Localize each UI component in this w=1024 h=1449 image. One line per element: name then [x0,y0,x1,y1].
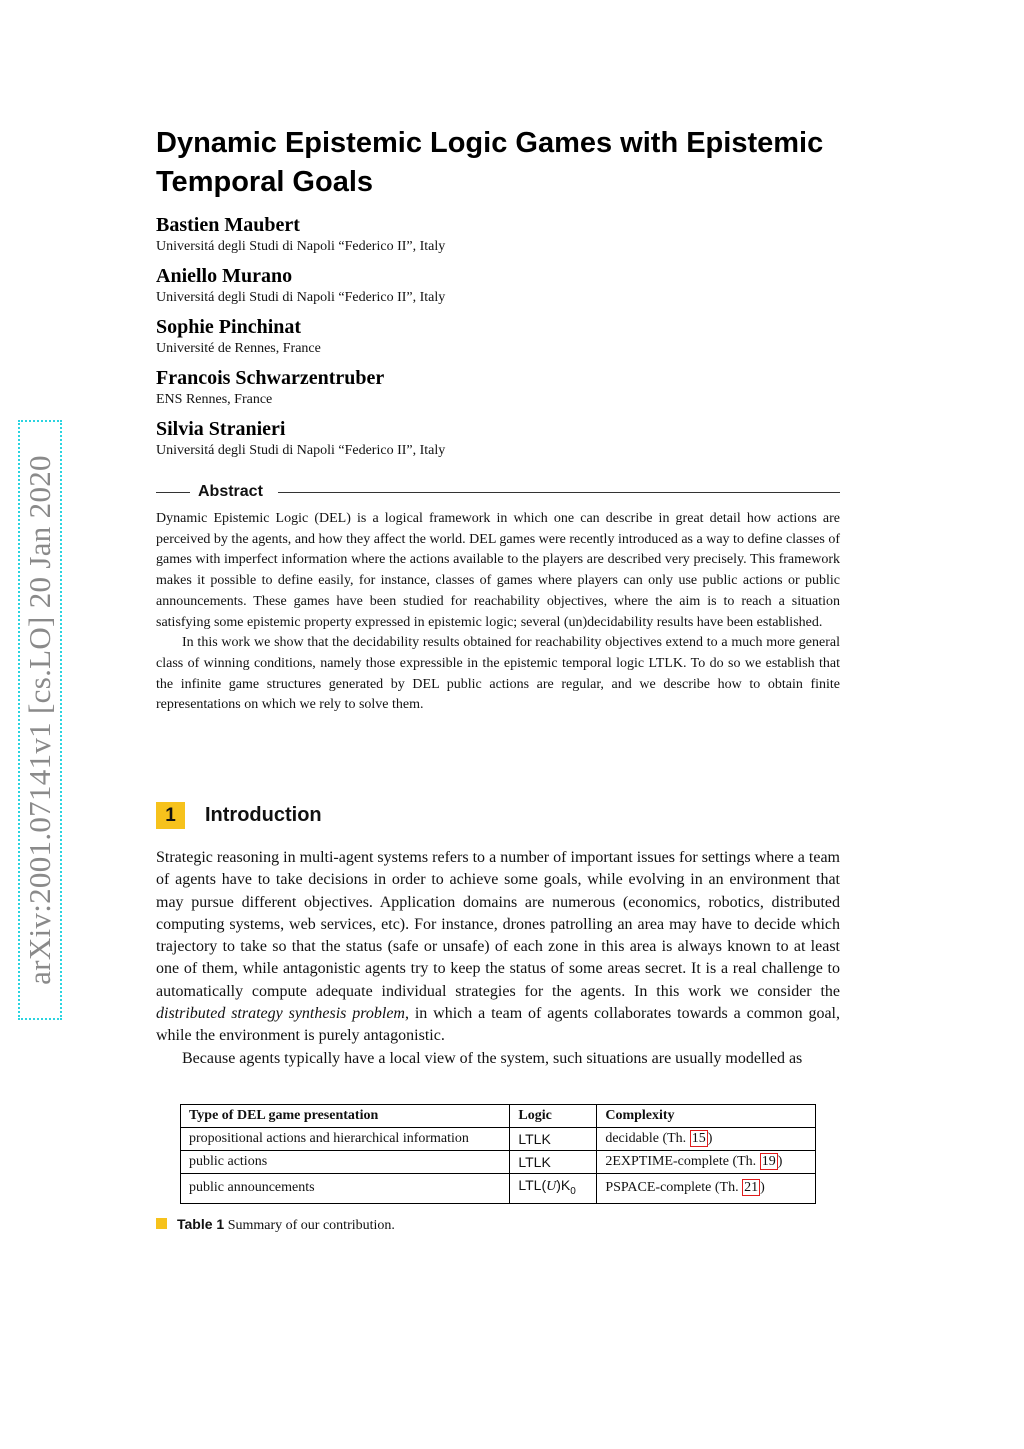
arxiv-stamp [18,420,62,1020]
author-affiliation: Universitá degli Studi di Napoli “Federico II”, Italy [156,290,446,305]
arxiv-identifier: arXiv:2001.07141v1 [cs.LO] 20 Jan 2020 [22,455,57,985]
table-row [181,1128,816,1151]
abstract-rule-left [156,492,190,493]
table-cell-complexity [597,1128,816,1151]
author-block [156,315,321,358]
abstract-paragraph: Dynamic Epistemic Logic (DEL) is a logical framework in which one can describe in great detail how actions are perceived by the agents, and how they affect the world. DEL games were recently introduced as a way to define classes of games with imperfect information where the actions available to the players are described very precisely. This framework makes it possible to define easily, for instance, classes of games where players can only use public actions or public announcements. These games have been studied for reachability objectives, where the aim is to reach a situation satisfying some epistemic property expressed in epistemic logic; several (un)decidability results have been established. [156,511,840,630]
table-cell-type: public announcements [181,1174,510,1204]
author-block [156,264,445,307]
emphasis-text: distributed strategy synthesis problem [156,1005,405,1023]
author-name: Sophie Pinchinat [156,316,302,338]
body-text: Strategic reasoning in multi-agent systems refers to a number of important issues for settings where a team of agents have to take decisions in order to achieve some goals, while evolving in an environment that may pursue different objectives. Application domains are numerous (economics, robotics, distributed computing systems, web services, etc). For instance, drones patrolling an area may have to decide which trajectory to take so that the status (safe or unsafe) of each zone in this area is always known to at least one of them, while antagonistic agents try to keep the status of some areas secret. It is a real challenge to automatically compute adequate individual strategies for the agents. In this work we consider the [156,849,840,1000]
table-header-cell: Type of DEL game presentation [181,1105,510,1128]
caption-label: Table 1 [177,1216,225,1232]
author-name: Francois Schwarzentruber [156,367,385,389]
author-affiliation: ENS Rennes, France [156,392,273,407]
body-text: , in which a team of agents collaborates towards a common goal, while the environment is purely antagonistic. [156,1005,841,1045]
table-cell-logic [510,1174,597,1204]
complexity-close: ) [777,1154,783,1169]
author-block [156,417,445,460]
abstract-label: Abstract [198,483,263,500]
logic-mid: )K [556,1177,571,1193]
author-name: Bastien Maubert [156,214,300,236]
author-name: Aniello Murano [156,265,293,287]
table-caption [156,1215,395,1235]
summary-table [180,1104,816,1204]
table-cell-type: public actions [181,1151,510,1174]
author-name: Silvia Stranieri [156,418,286,440]
body-paragraph: Because agents typically have a local view of the system, such situations are usually modelled as [182,1049,803,1067]
table-header-cell: Logic [510,1105,597,1128]
abstract-rule-right [278,492,840,493]
abstract-body [156,509,840,716]
caption-marker [156,1218,167,1229]
table-cell-complexity [597,1174,816,1204]
abstract-paragraph: In this work we show that the decidability results obtained for reachability objectives extend to a much more general class of winning conditions, namely those expressible in the epistemic temporal logic LTLK. To do so we establish that the infinite game structures generated by DEL public actions are regular, and we describe how to obtain finite representations on which we rely to solve them. [156,635,840,713]
complexity-close: ) [707,1131,713,1146]
section-number: 1 [156,802,185,829]
table-row [181,1151,816,1174]
logic-subscript: 0 [570,1185,576,1197]
body-paragraph [156,847,840,1048]
logic-variable: U [546,1179,557,1194]
author-affiliation: Universitá degli Studi di Napoli “Federico II”, Italy [156,443,446,458]
table-header-cell: Complexity [597,1105,816,1128]
complexity-text: 2EXPTIME-complete (Th. [605,1154,760,1169]
logic-prefix: LTL( [518,1177,547,1193]
introduction-body [156,847,840,1070]
table-row [181,1174,816,1204]
author-affiliation: Université de Rennes, France [156,341,321,356]
paper-title: Dynamic Epistemic Logic Games with Epistemic Temporal Goals [156,127,824,198]
table-cell-type: propositional actions and hierarchical information [181,1128,510,1151]
author-block [156,366,384,409]
author-block [156,213,445,256]
abstract-heading [156,482,840,502]
table-cell-logic: LTLK [510,1151,597,1174]
theorem-link[interactable]: 19 [761,1154,776,1169]
table-cell-logic: LTLK [510,1128,597,1151]
caption-text: Summary of our contribution. [227,1218,395,1233]
table-cell-complexity [597,1151,816,1174]
author-affiliation: Universitá degli Studi di Napoli “Federico II”, Italy [156,239,446,254]
theorem-link[interactable]: 21 [744,1180,759,1196]
theorem-link[interactable]: 15 [691,1131,706,1146]
section-title: Introduction [205,804,322,826]
complexity-text: PSPACE-complete (Th. [605,1180,743,1196]
complexity-close: ) [760,1180,765,1196]
table-header-row [181,1105,816,1128]
complexity-text: decidable (Th. [605,1131,690,1146]
